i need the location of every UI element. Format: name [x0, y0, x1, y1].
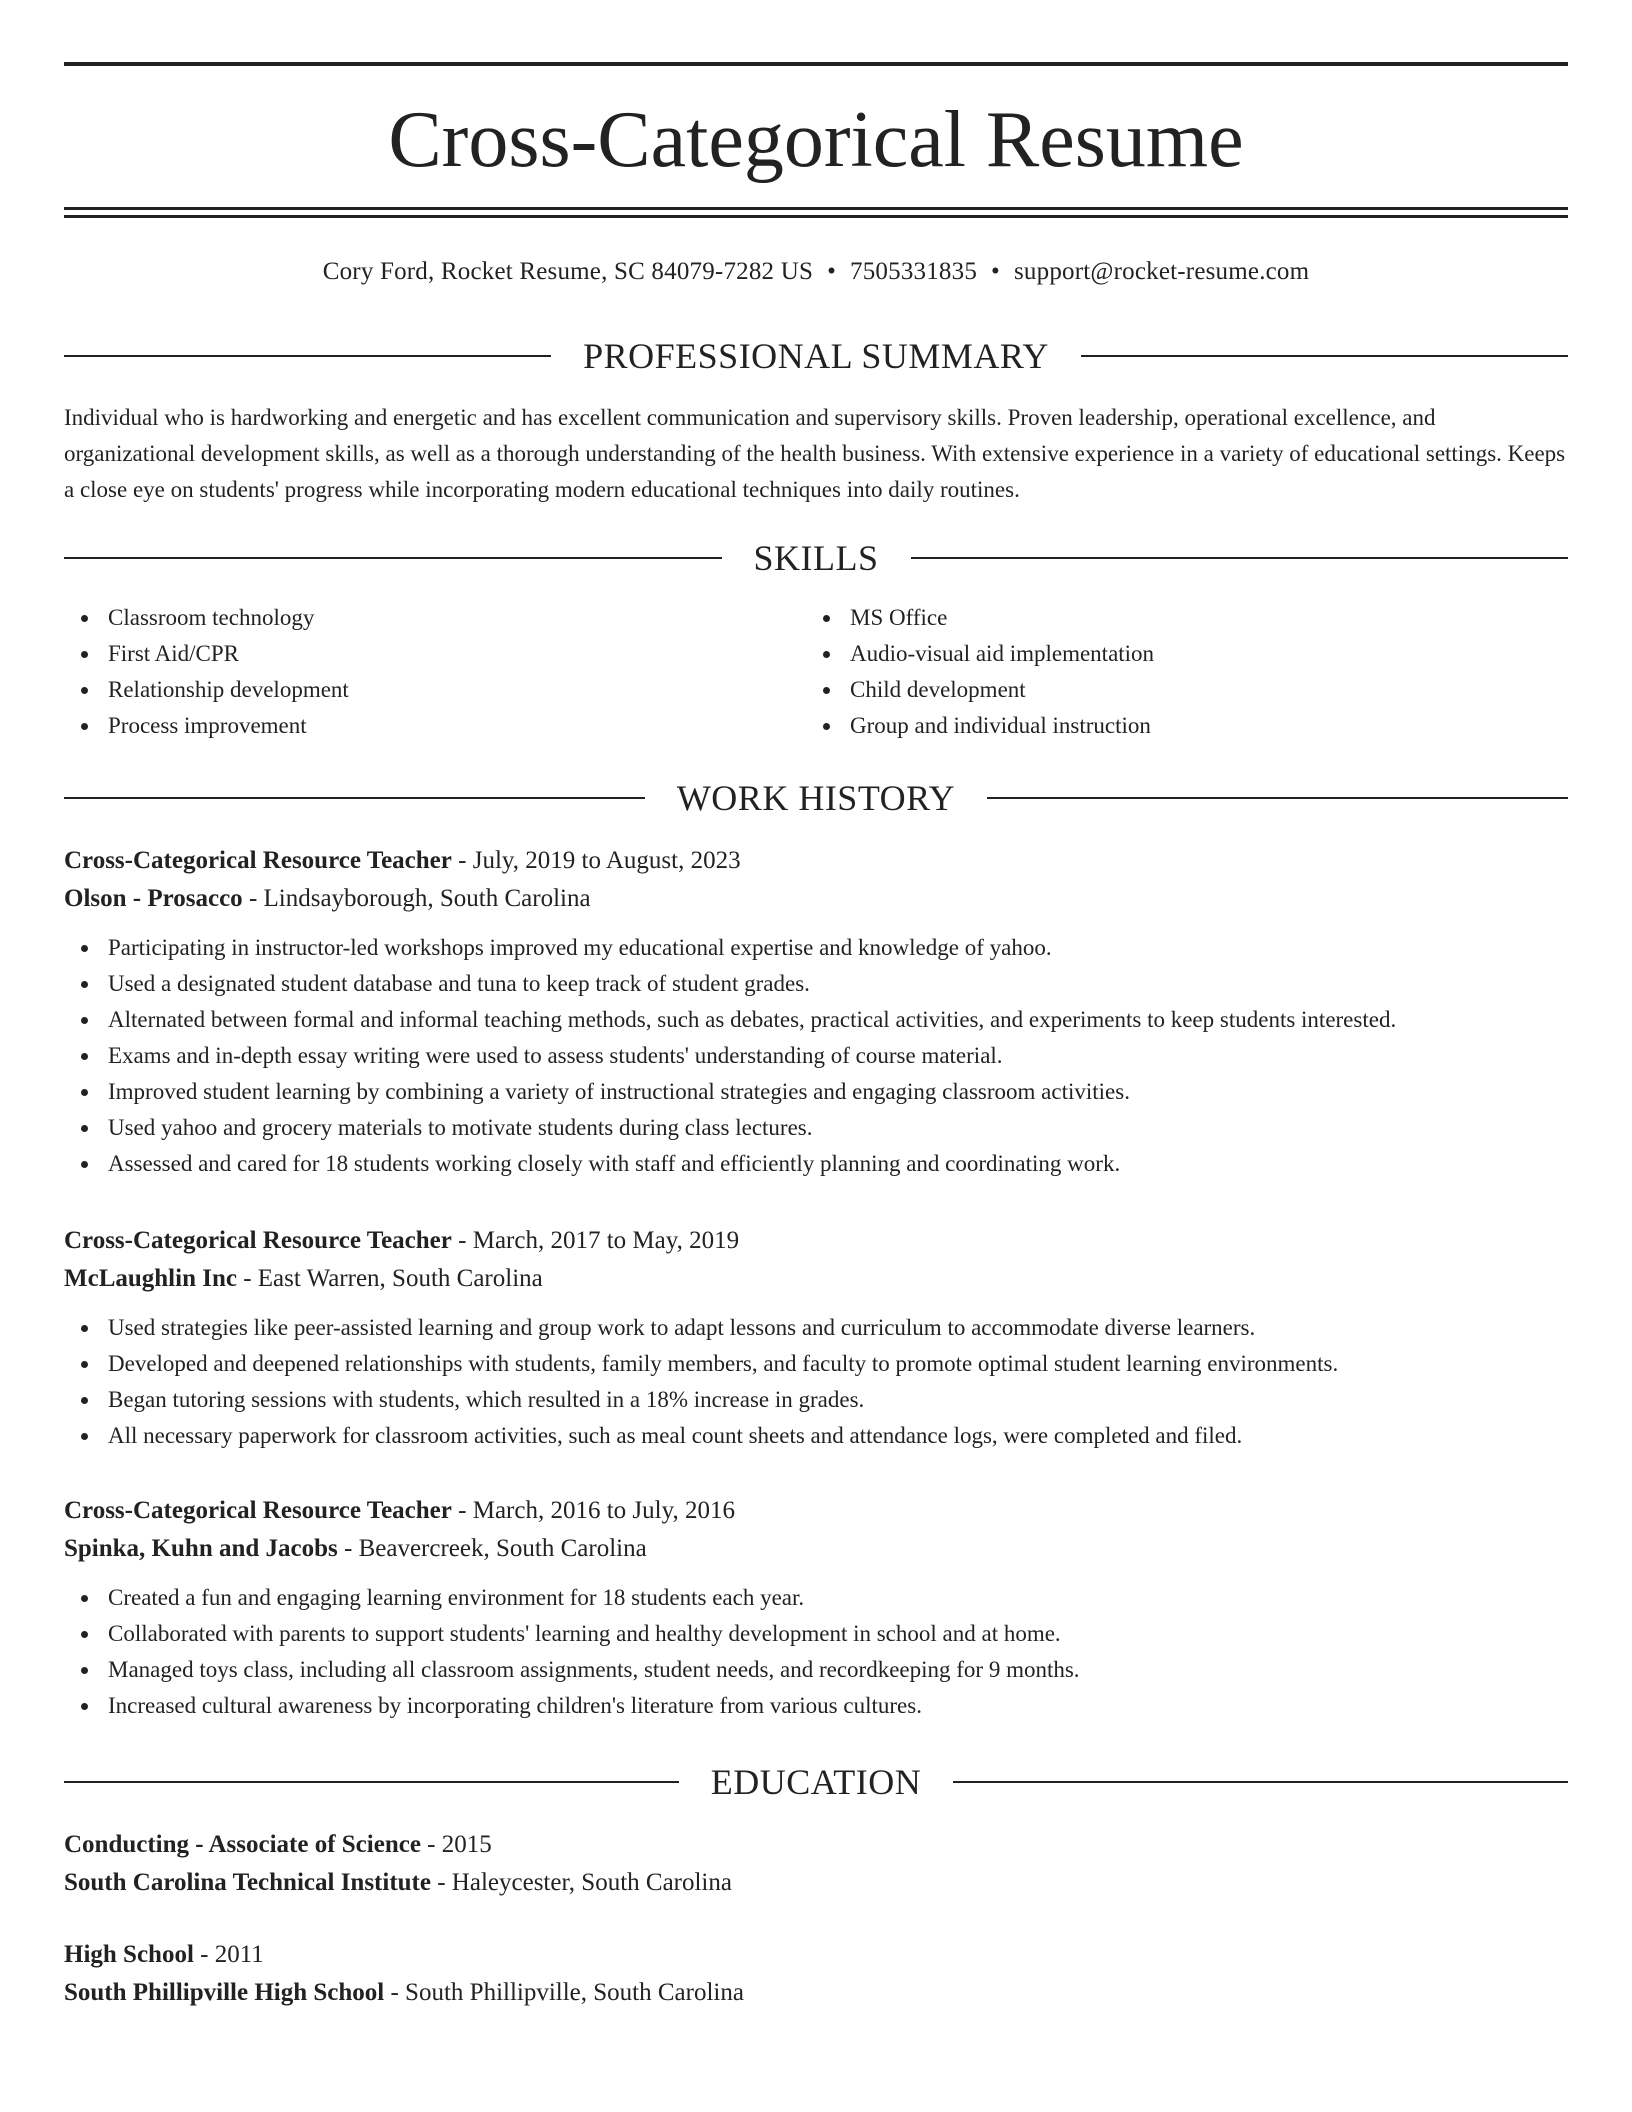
contact-phone: 7505331835	[850, 258, 978, 285]
education-degree-line	[64, 1936, 1568, 1974]
job-company-line	[64, 880, 1568, 918]
skills-heading	[64, 536, 1568, 580]
heading-rule	[64, 355, 551, 357]
work-history-heading	[64, 776, 1568, 820]
job-company-line	[64, 1260, 1568, 1298]
job-bullet: Used a designated student database and tuna to keep track of student grades.	[64, 966, 1568, 1002]
top-rule	[64, 62, 1568, 66]
heading-rule	[987, 797, 1568, 799]
skills-column-right	[806, 600, 1548, 744]
job-bullets	[64, 1310, 1568, 1454]
job-bullet: All necessary paperwork for classroom activities, such as meal count sheets and attendance logs, were completed and filed.	[64, 1418, 1568, 1454]
heading-rule	[953, 1781, 1568, 1783]
job-company: McLaughlin Inc	[64, 1265, 237, 1292]
job-title: Cross-Categorical Resource Teacher	[64, 847, 452, 874]
skill-item: Child development	[806, 672, 1548, 708]
work-history-heading-label: WORK HISTORY	[676, 778, 956, 818]
skills-list	[64, 600, 1568, 744]
contact-email: support@rocket-resume.com	[1013, 258, 1310, 285]
contact-separator: •	[827, 258, 837, 285]
job-bullet: Improved student learning by combining a variety of instructional strategies and engaging classroom activities.	[64, 1074, 1568, 1110]
job-entry	[64, 1222, 1568, 1454]
job-entry	[64, 842, 1568, 1182]
job-title: Cross-Categorical Resource Teacher	[64, 1497, 452, 1524]
education-location: - Haleycester, South Carolina	[437, 1869, 732, 1896]
double-rule-upper	[64, 207, 1568, 210]
education-school: South Phillipville High School	[64, 1979, 385, 2006]
job-bullet: Increased cultural awareness by incorporating children's literature from various cultures.	[64, 1688, 1568, 1724]
job-bullet: Used strategies like peer-assisted learning and group work to adapt lessons and curriculum to accommodate diverse learners.	[64, 1310, 1568, 1346]
job-company: Spinka, Kuhn and Jacobs	[64, 1535, 338, 1562]
job-bullet: Collaborated with parents to support students' learning and healthy development in school and at home.	[64, 1616, 1568, 1652]
summary-heading-label: PROFESSIONAL SUMMARY	[583, 336, 1049, 376]
job-bullets	[64, 1580, 1568, 1724]
education-school: South Carolina Technical Institute	[64, 1869, 431, 1896]
heading-rule	[64, 797, 645, 799]
job-title-line	[64, 842, 1568, 880]
job-bullet: Participating in instructor-led workshops improved my educational expertise and knowledge of yahoo.	[64, 930, 1568, 966]
job-entry	[64, 1492, 1568, 1724]
education-heading-label: EDUCATION	[710, 1762, 922, 1802]
job-location: - East Warren, South Carolina	[243, 1265, 543, 1292]
summary-heading	[64, 334, 1568, 378]
job-location: - Beavercreek, South Carolina	[344, 1535, 647, 1562]
skills-heading-label: SKILLS	[753, 538, 879, 578]
skill-item: Classroom technology	[64, 600, 806, 636]
skill-item: Process improvement	[64, 708, 806, 744]
heading-rule	[64, 557, 722, 559]
education-degree-line	[64, 1826, 1568, 1864]
education-school-line	[64, 1864, 1568, 1902]
education-school-line	[64, 1974, 1568, 2012]
education-degree: Conducting - Associate of Science	[64, 1831, 421, 1858]
education-year: - 2011	[200, 1941, 264, 1968]
heading-rule	[1081, 355, 1568, 357]
skill-item: Relationship development	[64, 672, 806, 708]
candidate-name: Cross-Categorical Resume	[388, 96, 1244, 184]
job-company: Olson - Prosacco	[64, 885, 243, 912]
heading-rule	[911, 557, 1569, 559]
job-bullet: Alternated between formal and informal teaching methods, such as debates, practical activities, and experiments to keep students interested.	[64, 1002, 1568, 1038]
job-bullets	[64, 930, 1568, 1182]
contact-line	[64, 254, 1568, 290]
job-title-line	[64, 1492, 1568, 1530]
job-title-line	[64, 1222, 1568, 1260]
education-entry	[64, 1936, 1568, 2012]
education-year: - 2015	[427, 1831, 492, 1858]
job-bullet: Created a fun and engaging learning environment for 18 students each year.	[64, 1580, 1568, 1616]
summary-text: Individual who is hardworking and energetic and has excellent communication and supervisory skills. Proven leadership, operational excellence, and organizational development skills, as well as a thorough understanding of the health business. With extensive experience in a variety of educational settings. Keeps a close eye on students' progress while incorporating modern educational techniques into daily routines.	[64, 405, 1566, 502]
job-bullet: Managed toys class, including all classroom assignments, student needs, and recordkeeping for 9 months.	[64, 1652, 1568, 1688]
job-bullet: Assessed and cared for 18 students working closely with staff and efficiently planning and coordinating work.	[64, 1146, 1568, 1182]
skill-item: Audio-visual aid implementation	[806, 636, 1548, 672]
job-bullet: Began tutoring sessions with students, which resulted in a 18% increase in grades.	[64, 1382, 1568, 1418]
skill-item: First Aid/CPR	[64, 636, 806, 672]
heading-rule	[64, 1781, 679, 1783]
job-dates: - July, 2019 to August, 2023	[458, 847, 741, 874]
job-bullet: Developed and deepened relationships with students, family members, and faculty to promote optimal student learning environments.	[64, 1346, 1568, 1382]
education-degree: High School	[64, 1941, 194, 1968]
job-location: - Lindsayborough, South Carolina	[248, 885, 591, 912]
contact-separator: •	[991, 258, 1000, 285]
education-heading	[64, 1760, 1568, 1804]
job-dates: - March, 2016 to July, 2016	[458, 1497, 735, 1524]
education-entry	[64, 1826, 1568, 1902]
job-title: Cross-Categorical Resource Teacher	[64, 1227, 452, 1254]
job-dates: - March, 2017 to May, 2019	[458, 1227, 740, 1254]
contact-address: Cory Ford, Rocket Resume, SC 84079-7282 US	[322, 258, 814, 285]
skills-column-left	[64, 600, 806, 744]
skill-item: Group and individual instruction	[806, 708, 1548, 744]
education-location: - South Phillipville, South Carolina	[390, 1979, 744, 2006]
job-bullet: Exams and in-depth essay writing were used to assess students' understanding of course material.	[64, 1038, 1568, 1074]
job-bullet: Used yahoo and grocery materials to motivate students during class lectures.	[64, 1110, 1568, 1146]
job-company-line	[64, 1530, 1568, 1568]
skill-item: MS Office	[806, 600, 1548, 636]
double-rule-lower	[64, 215, 1568, 218]
